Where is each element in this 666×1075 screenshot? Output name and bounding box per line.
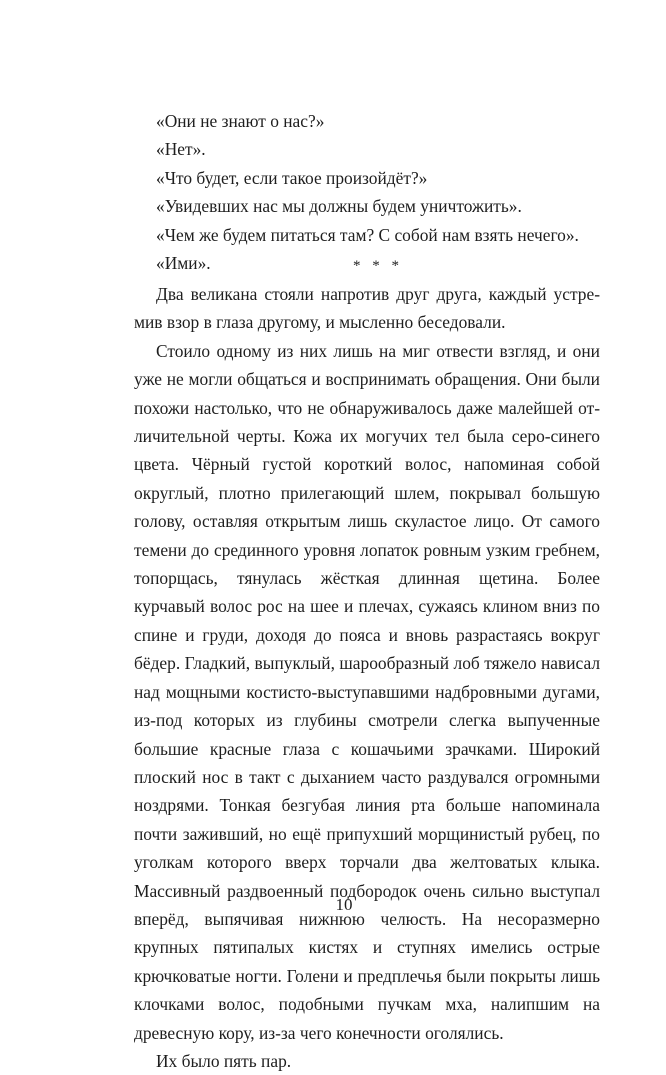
dialogue-line: «Увидевших нас мы должны будем уничтожить». xyxy=(156,196,522,217)
section-separator: * * * xyxy=(353,258,403,274)
paragraph: Их было пять пар. xyxy=(156,1050,292,1071)
paragraph: Два великана стояли напротив друг друга, каждый устремив взор в глаза другому, и мысленно беседовали. xyxy=(134,284,600,333)
dialogue-line: «Нет». xyxy=(156,139,206,160)
prose-block xyxy=(134,280,600,1075)
page-number: 10 xyxy=(335,895,353,914)
dialogue-line: «Чем же будем питаться там? С собой нам взять нечего». xyxy=(156,224,579,245)
dialogue-line: «Что будет, если такое произойдёт?» xyxy=(156,167,428,188)
dialogue-line: «Они не знают о нас?» xyxy=(156,111,325,131)
dialogue-block xyxy=(134,107,600,277)
paragraph: Стоило одному из них лишь на миг отвести взгляд, и они уже не могли общаться и воспринимать обращения. Они были похожи настолько, что не обнаруживалось даже малейшей отличительной черты. Кожа их могучих тел была серо-синего цвета. Чёрный густой короткий волос, напоминая собой округлый, плотно прилегающий шлем, покрывал большую голову, оставляя открытым лишь скуластое лицо. От самого темени до срединного уровня лопаток ровным узким гребнем, топорщась, тянулась жёсткая длинная щетина. Более курчавый волос рос на шее и плечах, сужаясь клином вниз по спине и груди, доходя до пояса и вновь разрастаясь вокруг бёдер. Гладкий, выпуклый, шарообразный лоб тяжело нависал над мощными костисто-выступавшими надбровными дугами, из-под которых из глубины смотрели слегка выпученные большие красные глаза с кошачьими зрачками. Широкий плоский нос в такт с дыханием часто раздувался огромными ноздрями. Тонкая безгубая линия рта больше напоминала почти заживший, но ещё припухший морщинистый рубец, по уголкам которого вверх торчали два желтоватых клыка. Массивный раздвоенный подбородок очень сильно выступал вперёд, выпячивая нижнюю челюсть. На несоразмерно крупных пятипалых кистях и ступнях имелись острые крючковатые ногти. Голени и предплечья были покрыты лишь клочками волос, подобными пучкам мха, налипшим на древесную кору, из-за чего конечности оголялись. xyxy=(134,340,600,1043)
dialogue-line: «Ими». xyxy=(156,253,211,274)
